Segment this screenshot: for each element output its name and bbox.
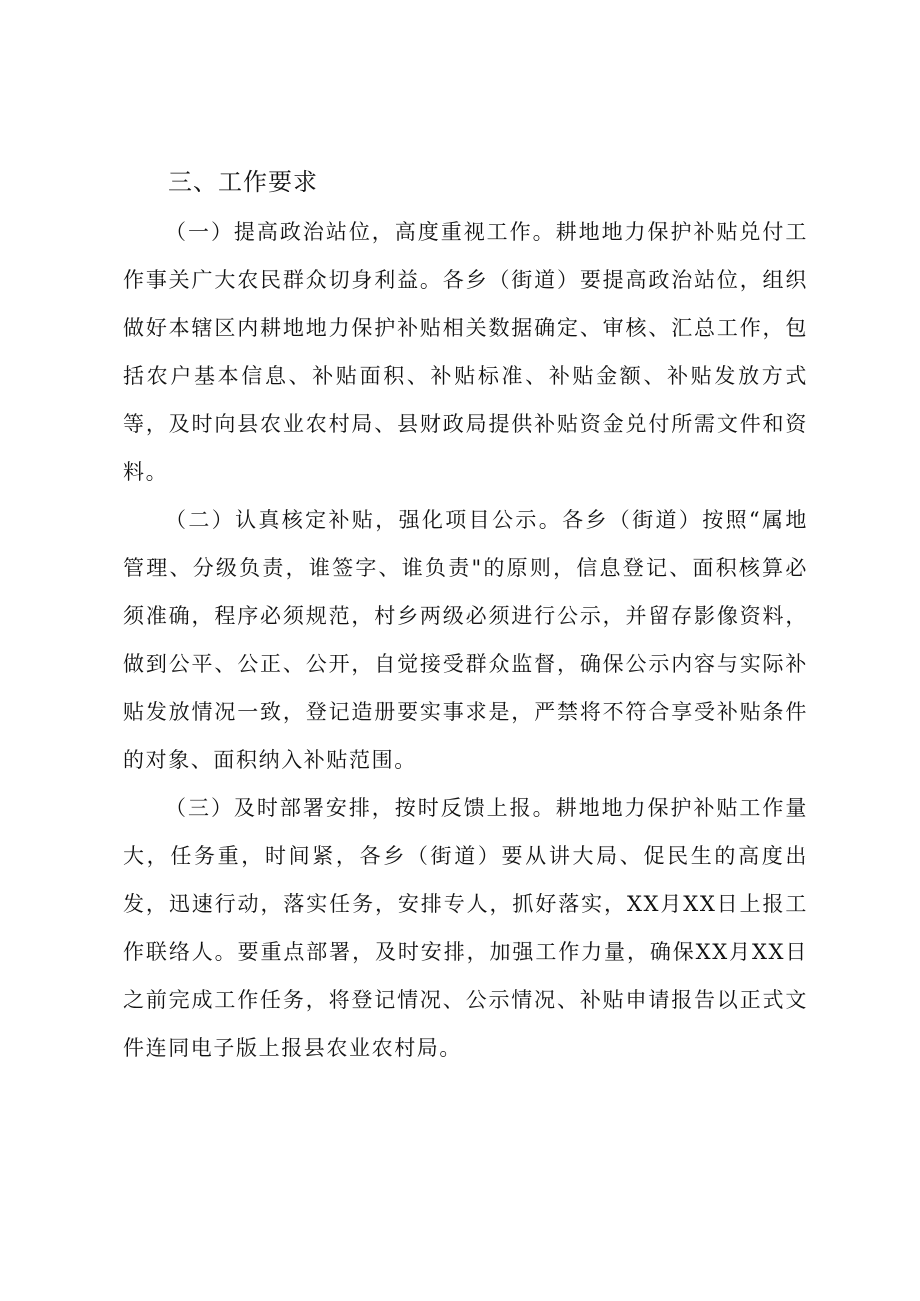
section-heading: 三、工作要求 — [168, 168, 318, 196]
paragraph-3: （三）及时部署安排，按时反馈上报。耕地地力保护补贴工作量大，任务重，时间紧，各乡（街道）要从讲大局、促民生的高度出发，迅速行动，落实任务，安排专人，抓好落实，XX月XX日上报工作联络人。要重点部署，及时安排，加强工作力量，确保XX月XX日之前完成工作任务，将登记情况、公示情况、补贴申请报告以正式文件连同电子版上报县农业农村局。 — [123, 796, 808, 1060]
paragraph-2: （二）认真核定补贴，强化项目公示。各乡（街道）按照“属地管理、分级负责，谁签字、谁负责"的原则，信息登记、面积核算必须准确，程序必须规范，村乡两级必须进行公示，并留存影像资料，做到公平、公正、公开，自觉接受群众监督，确保公示内容与实际补贴发放情况一致，登记造册要实事求是，严禁将不符合享受补贴条件的对象、面积纳入补贴范围。 — [123, 508, 808, 772]
paragraph-1: （一）提高政治站位，高度重视工作。耕地地力保护补贴兑付工作事关广大农民群众切身利益。各乡（街道）要提高政治站位，组织做好本辖区内耕地地力保护补贴相关数据确定、审核、汇总工作，包括农户基本信息、补贴面积、补贴标准、补贴金额、补贴发放方式等，及时向县农业农村局、县财政局提供补贴资金兑付所需文件和资料。 — [123, 220, 808, 484]
